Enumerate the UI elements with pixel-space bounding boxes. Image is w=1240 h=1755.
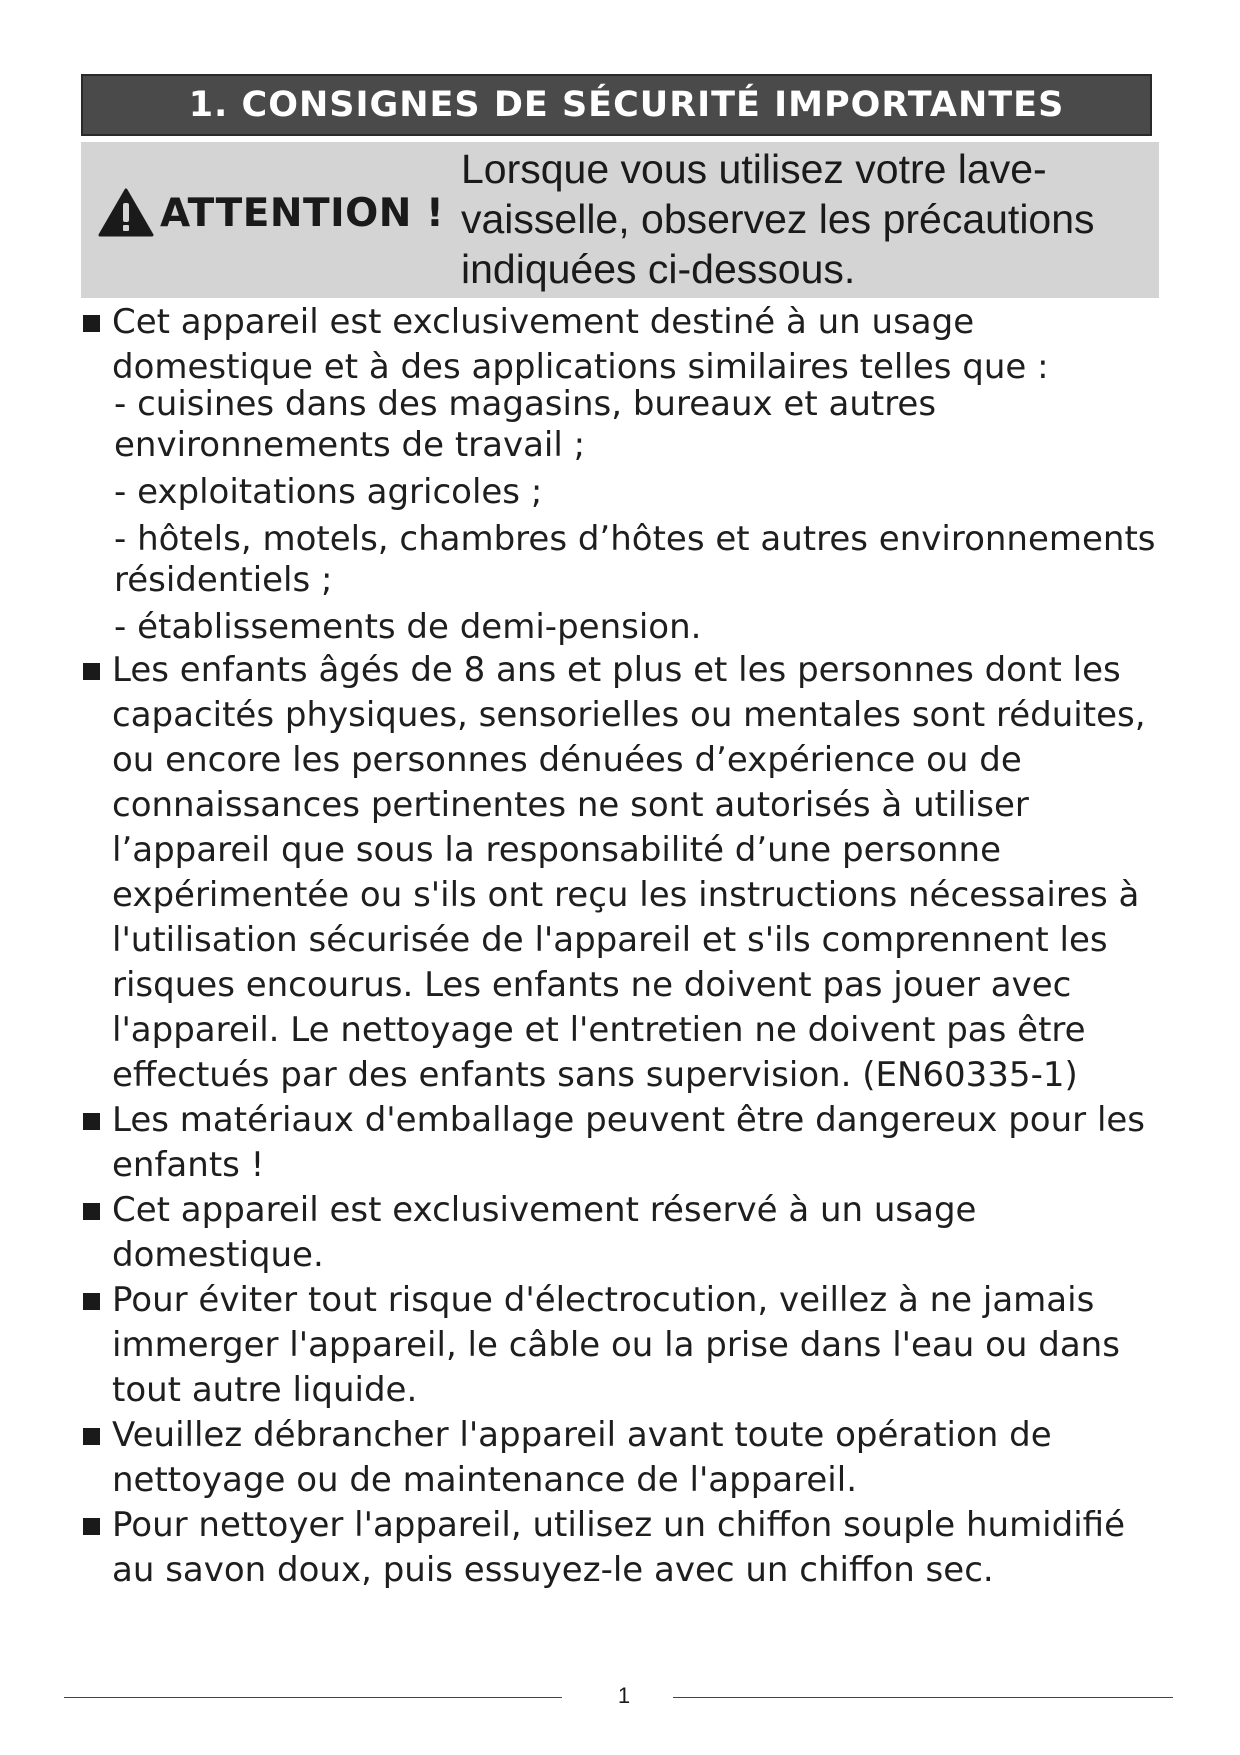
list-item-text: Pour nettoyer l'appareil, utilisez un chiffon souple humidifié au savon doux, puis essuyez-le avec un chiffon sec. <box>112 1505 1125 1590</box>
attention-label <box>98 188 444 238</box>
square-bullet-icon <box>83 1428 100 1445</box>
safety-instructions-list <box>82 300 1172 1593</box>
usage-sublist <box>114 384 1172 648</box>
sub-list-item: - cuisines dans des magasins, bureaux et autres environnements de travail ; <box>114 384 937 465</box>
list-item-text: Veuillez débrancher l'appareil avant toute opération de nettoyage ou de maintenance de l'appareil. <box>112 1415 1052 1500</box>
list-item <box>82 1098 1172 1188</box>
warning-triangle-icon <box>98 188 154 238</box>
square-bullet-icon <box>83 1203 100 1220</box>
sub-list-item: - exploitations agricoles ; <box>114 472 543 512</box>
list-item-text: Les enfants âgés de 8 ans et plus et les personnes dont les capacités physiques, sensorielles ou mentales sont réduites, ou encore les personnes dénuées d’expérience ou de connaissances pertinentes ne sont autorisés à utiliser l’appareil que sous la responsabilité d’une personne expérimentée ou s'ils ont reçu les instructions nécessaires à l'utilisation sécurisée de l'appareil et s'ils comprennent les risques encourus. Les enfants ne doivent pas jouer avec l'appareil. Le nettoyage et l'entretien ne doivent pas être effectués par des enfants sans supervision. (EN60335-1) <box>112 650 1146 1095</box>
list-item <box>82 1503 1172 1593</box>
list-item-text: Cet appareil est exclusivement destiné à un usage domestique et à des applications similaires telles que : <box>112 302 1049 387</box>
list-item <box>82 648 1172 1098</box>
square-bullet-icon <box>83 663 100 680</box>
attention-heading: ATTENTION ! <box>160 190 445 236</box>
list-item-text: Cet appareil est exclusivement réservé à un usage domestique. <box>112 1190 977 1275</box>
list-item <box>82 1188 1172 1278</box>
sub-list-item: - hôtels, motels, chambres d’hôtes et autres environnements résidentiels ; <box>114 519 1156 600</box>
sub-list-item: - établissements de demi-pension. <box>114 607 702 647</box>
list-item-text: Les matériaux d'emballage peuvent être dangereux pour les enfants ! <box>112 1100 1146 1185</box>
square-bullet-icon <box>83 1293 100 1310</box>
footer-divider-right <box>673 1697 1173 1698</box>
square-bullet-icon <box>83 1518 100 1535</box>
square-bullet-icon <box>83 1113 100 1130</box>
list-item <box>82 1413 1172 1503</box>
list-item-text: Pour éviter tout risque d'électrocution, veillez à ne jamais immerger l'appareil, le câble ou la prise dans l'eau ou dans tout autre liquide. <box>112 1280 1120 1410</box>
page-number: 1 <box>617 1683 631 1708</box>
attention-message: Lorsque vous utilisez votre lave-vaisselle, observez les précautions indiquées ci-dessous. <box>461 146 1095 292</box>
section-title-bar <box>81 74 1152 136</box>
section-title: 1. CONSIGNES DE SÉCURITÉ IMPORTANTES <box>188 85 1065 125</box>
footer-divider-left <box>64 1697 562 1698</box>
attention-box <box>81 142 1159 298</box>
list-item <box>82 1278 1172 1413</box>
list-item <box>82 300 1172 648</box>
square-bullet-icon <box>83 315 100 332</box>
